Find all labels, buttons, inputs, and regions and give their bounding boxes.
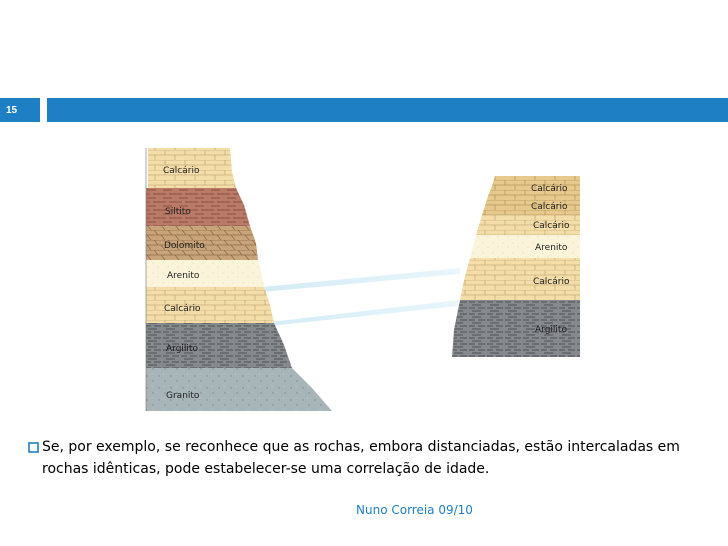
left-label-3: Dolomito [164,241,205,251]
right-label-3: Calcário [533,221,570,231]
left-label-2: Siltito [165,207,191,217]
slide-number: 15 [0,98,40,122]
right-label-6: Argilito [535,325,567,335]
right-label-4: Arenito [535,243,568,253]
footer-text: Nuno Correia 09/10 [356,503,473,517]
bullet-icon [26,440,42,456]
left-label-6: Argilito [166,344,198,354]
left-label-7: Granito [166,391,200,401]
left-layer-arenito [146,260,264,287]
left-label-4: Arenito [167,271,200,281]
left-layer-granito [146,368,332,411]
right-label-5: Calcário [533,277,570,287]
right-label-1: Calcário [531,184,568,194]
right-label-2: Calcário [531,202,568,212]
left-layer-siltito [146,188,250,226]
body-text: Se, por exemplo, se reconhece que as rochas, embora distanciadas, estão intercaladas em rochas idênticas, pode estabelecer-se uma correlação de idade. [42,439,680,477]
left-label-1: Calcário [163,166,200,176]
left-label-5: Calcário [164,304,201,314]
